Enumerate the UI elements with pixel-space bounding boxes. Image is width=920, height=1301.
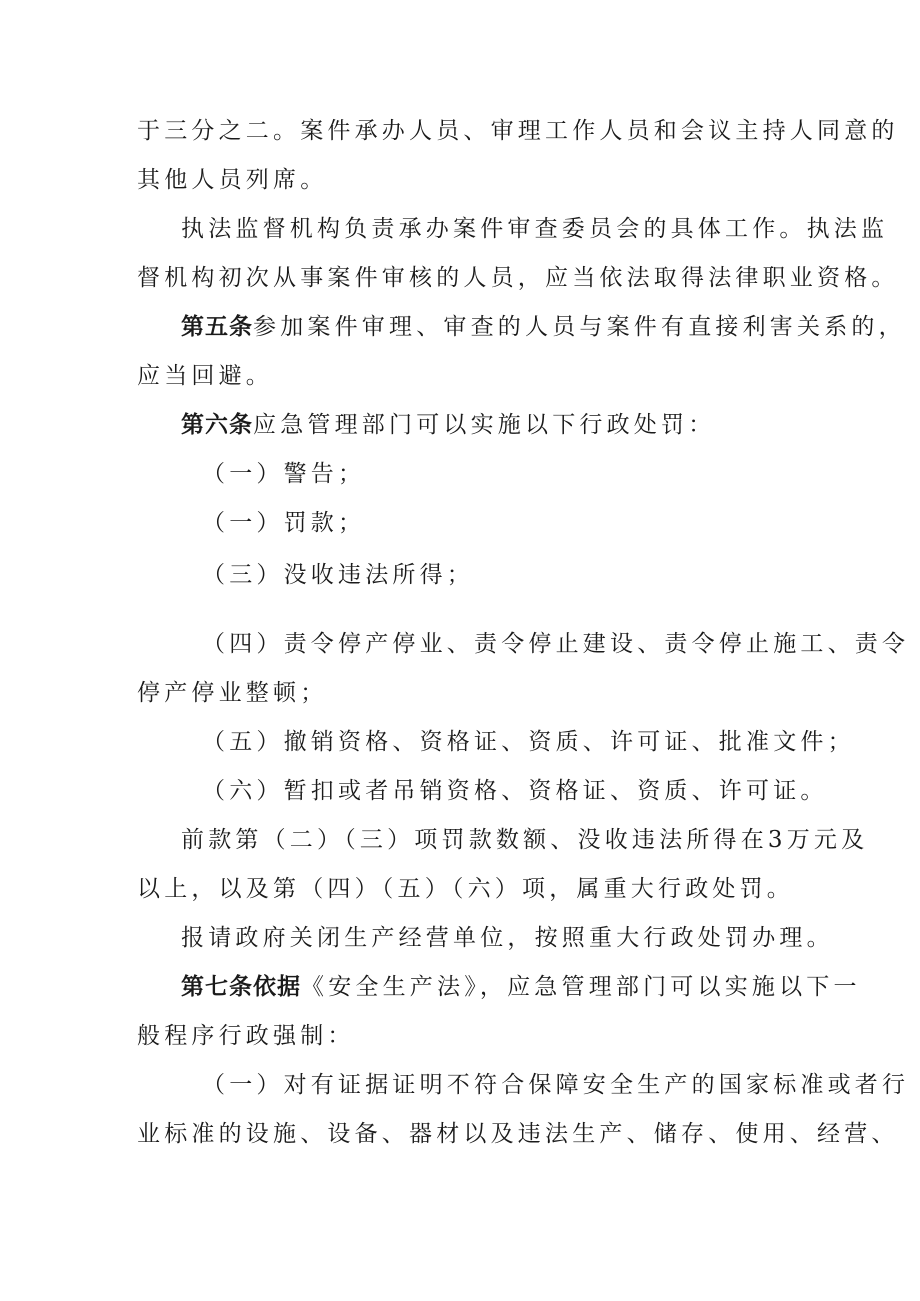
text-line: 以上，以及第（四）（五）（六）项，属重大行政处罚。 (137, 876, 794, 902)
article-6-line (181, 410, 715, 440)
text-line: 前款第（二）（三）项罚款数额、没收违法所得在3万元及 (181, 827, 869, 853)
list-item: （一）罚款； (202, 510, 366, 536)
article-7-text: 《安全生产法》，应急管理部门可以实施以下一 (301, 974, 861, 1000)
list-item: （一）对有证据证明不符合保障安全生产的国家标准或者行 (202, 1072, 910, 1098)
text-line: 般程序行政强制： (137, 1023, 355, 1049)
list-item: （一）警告； (202, 461, 366, 487)
article-5-label: 第五条 (181, 314, 253, 340)
article-6-text: 应急管理部门可以实施以下行政处罚： (253, 412, 716, 438)
text-line: 应当回避。 (137, 363, 273, 389)
article-6-label: 第六条 (181, 412, 253, 438)
text-line: 督机构初次从事案件审核的人员，应当依法取得法律职业资格。 (137, 265, 899, 291)
list-item: （四）责令停产停业、责令停止建设、责令停止施工、责令 (202, 631, 910, 657)
article-7-label: 第七条依据 (181, 974, 301, 1000)
text-line: 执法监督机构负责承办案件审查委员会的具体工作。执法监 (181, 216, 889, 242)
article-5-line (181, 312, 906, 342)
text-line: 报请政府关闭生产经营单位，按照重大行政处罚办理。 (181, 925, 834, 951)
text-line: 于三分之二。案件承办人员、审理工作人员和会议主持人同意的 (137, 118, 899, 144)
list-item-continuation: 停产停业整顿； (137, 680, 328, 706)
article-7-line (181, 972, 861, 1002)
list-item: （六）暂扣或者吊销资格、资格证、资质、许可证。 (202, 778, 828, 804)
list-item: （五）撤销资格、资格证、资质、许可证、批准文件； (202, 729, 855, 755)
list-item: （三）没收违法所得； (202, 562, 474, 588)
list-item-continuation: 业标准的设施、设备、器材以及违法生产、储存、使用、经营、 (137, 1121, 899, 1147)
article-5-text: 参加案件审理、审查的人员与案件有直接利害关系的， (253, 314, 906, 340)
text-line: 其他人员列席。 (137, 167, 328, 193)
